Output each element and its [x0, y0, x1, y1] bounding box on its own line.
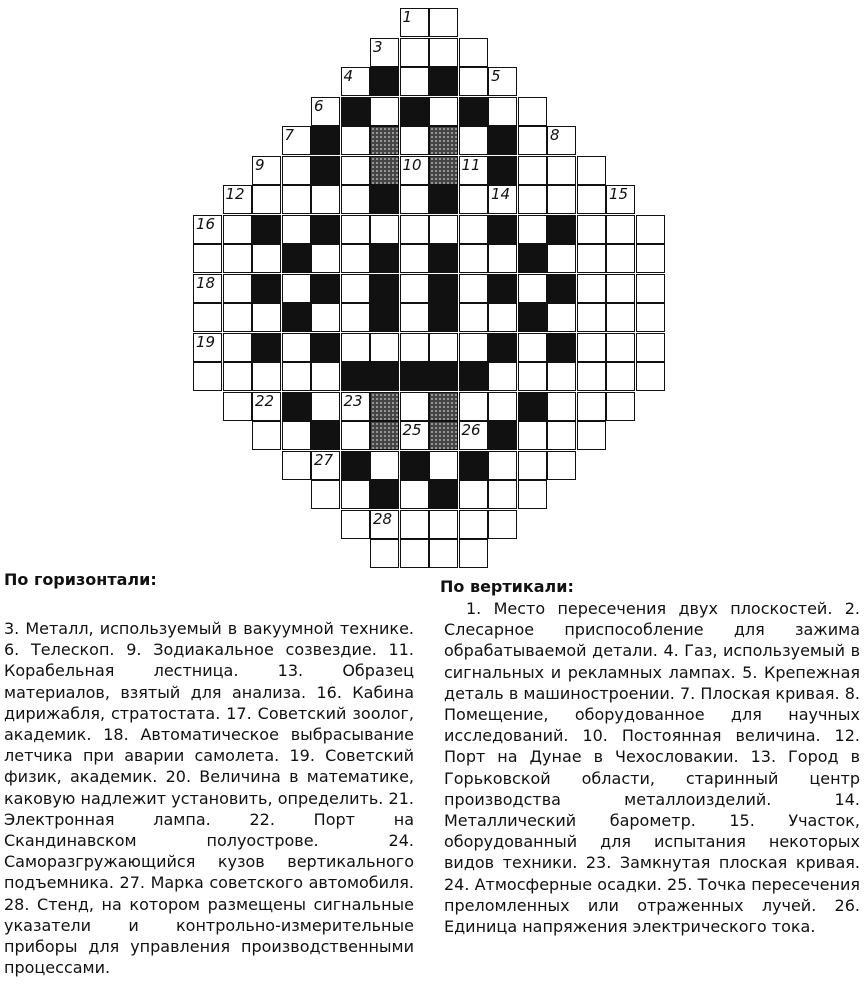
- grid-cell-white[interactable]: [488, 451, 517, 480]
- grid-cell-white[interactable]: [400, 274, 429, 303]
- grid-cell-white[interactable]: [341, 67, 370, 96]
- clue-number: 18: [196, 273, 216, 292]
- grid-cell-black: [429, 362, 458, 391]
- grid-cell-white[interactable]: [459, 67, 488, 96]
- grid-cell-white[interactable]: [636, 215, 665, 244]
- grid-cell-white[interactable]: [400, 126, 429, 155]
- grid-cell-black: [459, 451, 488, 480]
- clue-number: 21: [373, 362, 393, 380]
- grid-cell-white[interactable]: [252, 303, 281, 332]
- grid-cell-white[interactable]: [429, 510, 458, 539]
- grid-cell-black: [252, 215, 281, 244]
- grid-cell-white[interactable]: [341, 333, 370, 362]
- grid-cell-black: [370, 185, 399, 214]
- grid-cell-white[interactable]: [518, 451, 547, 480]
- grid-cell-white[interactable]: [252, 156, 281, 185]
- grid-cell-black: [429, 274, 458, 303]
- grid-cell-white[interactable]: [488, 480, 517, 509]
- grid-cell-white[interactable]: [370, 333, 399, 362]
- grid-cell-white[interactable]: [459, 215, 488, 244]
- grid-cell-black: [311, 156, 340, 185]
- grid-cell-white[interactable]: [459, 333, 488, 362]
- grid-cell-white[interactable]: [429, 451, 458, 480]
- grid-cell-white[interactable]: [488, 392, 517, 421]
- clue-number: 28: [373, 509, 393, 528]
- grid-cell-black: [547, 215, 576, 244]
- clue-number: 22: [255, 391, 275, 410]
- grid-cell-black: [252, 274, 281, 303]
- grid-cell-white[interactable]: [577, 392, 606, 421]
- grid-cell-black: [400, 362, 429, 391]
- grid-cell-white[interactable]: [577, 274, 606, 303]
- grid-cell-white[interactable]: [341, 392, 370, 421]
- grid-cell-black: [547, 333, 576, 362]
- grid-cell-white[interactable]: [193, 244, 222, 273]
- grid-cell-white[interactable]: [459, 421, 488, 450]
- grid-cell-white[interactable]: [311, 244, 340, 273]
- grid-cell-white[interactable]: [459, 156, 488, 185]
- grid-cell-white[interactable]: [577, 244, 606, 273]
- clue-number: 27: [314, 450, 334, 469]
- clue-number: 8: [550, 126, 560, 144]
- grid-cell-white[interactable]: [341, 480, 370, 509]
- clue-number: 11: [461, 155, 481, 174]
- grid-cell-white[interactable]: [400, 215, 429, 244]
- grid-cell-white[interactable]: [400, 392, 429, 421]
- grid-cell-white[interactable]: [370, 510, 399, 539]
- grid-cell-white[interactable]: [311, 392, 340, 421]
- clue-number: 17: [491, 214, 511, 233]
- grid-cell-hatch: [429, 421, 458, 450]
- grid-cell-white[interactable]: [400, 67, 429, 96]
- grid-cell-white[interactable]: [577, 303, 606, 332]
- grid-cell-white[interactable]: [223, 392, 252, 421]
- grid-cell-hatch: [370, 421, 399, 450]
- clue-number: 6: [314, 96, 324, 115]
- grid-cell-white[interactable]: [223, 333, 252, 362]
- grid-cell-black: [547, 274, 576, 303]
- grid-cell-white[interactable]: [311, 303, 340, 332]
- grid-cell-white[interactable]: [488, 185, 517, 214]
- grid-cell-white[interactable]: [518, 215, 547, 244]
- grid-cell-white[interactable]: [193, 215, 222, 244]
- clue-number: 15: [609, 185, 629, 203]
- grid-cell-white[interactable]: [341, 274, 370, 303]
- grid-cell-white[interactable]: [341, 156, 370, 185]
- grid-cell-white[interactable]: [311, 185, 340, 214]
- grid-cell-white[interactable]: [518, 156, 547, 185]
- grid-cell-white[interactable]: [341, 421, 370, 450]
- grid-cell-white[interactable]: [311, 480, 340, 509]
- grid-cell-white[interactable]: [577, 156, 606, 185]
- grid-cell-white[interactable]: [223, 274, 252, 303]
- grid-cell-black: [488, 333, 517, 362]
- grid-cell-white[interactable]: [459, 480, 488, 509]
- grid-cell-black: [370, 303, 399, 332]
- grid-cell-white[interactable]: [636, 362, 665, 391]
- grid-cell-black: [459, 362, 488, 391]
- grid-cell-black: [282, 244, 311, 273]
- grid-cell-black: [488, 274, 517, 303]
- grid-cell-black: [370, 67, 399, 96]
- grid-cell-white[interactable]: [636, 303, 665, 332]
- clue-number: 5: [491, 67, 501, 85]
- grid-cell-white[interactable]: [547, 244, 576, 273]
- grid-cell-white[interactable]: [429, 333, 458, 362]
- grid-cell-white[interactable]: [429, 38, 458, 67]
- grid-cell-black: [252, 333, 281, 362]
- grid-cell-white[interactable]: [282, 185, 311, 214]
- grid-cell-white[interactable]: [223, 303, 252, 332]
- grid-cell-white[interactable]: [606, 303, 635, 332]
- grid-cell-white[interactable]: [400, 185, 429, 214]
- grid-cell-white[interactable]: [341, 510, 370, 539]
- grid-cell-white[interactable]: [400, 539, 429, 568]
- grid-cell-black: [370, 362, 399, 391]
- grid-cell-black: [518, 303, 547, 332]
- grid-cell-white[interactable]: [636, 274, 665, 303]
- grid-cell-white[interactable]: [341, 244, 370, 273]
- grid-cell-white[interactable]: [223, 362, 252, 391]
- grid-cell-white[interactable]: [488, 67, 517, 96]
- grid-cell-white[interactable]: [429, 215, 458, 244]
- grid-cell-black: [429, 67, 458, 96]
- grid-cell-white[interactable]: [429, 97, 458, 126]
- grid-cell-white[interactable]: [252, 244, 281, 273]
- clue-number: 20: [491, 332, 511, 351]
- grid-cell-black: [488, 215, 517, 244]
- grid-cell-white[interactable]: [577, 185, 606, 214]
- grid-cell-black: [518, 244, 547, 273]
- grid-cell-white[interactable]: [223, 244, 252, 273]
- grid-cell-white[interactable]: [488, 303, 517, 332]
- grid-cell-white[interactable]: [488, 362, 517, 391]
- clue-number: 3: [373, 37, 383, 56]
- grid-cell-white[interactable]: [341, 215, 370, 244]
- clue-number: 9: [255, 155, 265, 174]
- grid-cell-white[interactable]: [311, 362, 340, 391]
- grid-cell-white[interactable]: [282, 274, 311, 303]
- grid-cell-white[interactable]: [341, 126, 370, 155]
- grid-cell-white[interactable]: [282, 362, 311, 391]
- grid-cell-black: [488, 156, 517, 185]
- grid-cell-white[interactable]: [459, 126, 488, 155]
- grid-cell-white[interactable]: [400, 510, 429, 539]
- grid-cell-black: [429, 185, 458, 214]
- grid-cell-white[interactable]: [606, 244, 635, 273]
- clue-number: 4: [343, 67, 354, 85]
- grid-cell-white[interactable]: [459, 244, 488, 273]
- grid-cell-black: [341, 451, 370, 480]
- grid-cell-white[interactable]: [547, 362, 576, 391]
- grid-cell-black: [429, 303, 458, 332]
- grid-cell-black: [459, 97, 488, 126]
- clue-number: 7: [284, 126, 295, 144]
- grid-cell-white[interactable]: [459, 392, 488, 421]
- grid-cell-white[interactable]: [488, 510, 517, 539]
- clue-number: 26: [461, 421, 481, 439]
- grid-cell-hatch: [429, 126, 458, 155]
- grid-cell-white[interactable]: [370, 539, 399, 568]
- grid-cell-black: [341, 97, 370, 126]
- grid-cell-white[interactable]: [459, 539, 488, 568]
- clue-number: 23: [343, 391, 363, 410]
- grid-cell-white[interactable]: [223, 215, 252, 244]
- grid-cell-white[interactable]: [193, 303, 222, 332]
- grid-cell-white[interactable]: [311, 97, 340, 126]
- grid-cell-white[interactable]: [370, 97, 399, 126]
- grid-cell-white[interactable]: [459, 38, 488, 67]
- grid-cell-white[interactable]: [518, 274, 547, 303]
- clue-number: 24: [520, 391, 540, 410]
- clue-number: 13: [373, 185, 393, 203]
- down-heading: По вертикали:: [440, 577, 574, 596]
- grid-cell-white[interactable]: [518, 97, 547, 126]
- grid-cell-white[interactable]: [311, 451, 340, 480]
- grid-cell-white[interactable]: [193, 274, 222, 303]
- grid-cell-white[interactable]: [252, 392, 281, 421]
- clue-number: 14: [491, 185, 511, 203]
- clue-number: 25: [402, 421, 422, 439]
- grid-cell-white[interactable]: [606, 185, 635, 214]
- grid-cell-white[interactable]: [488, 97, 517, 126]
- grid-cell-white[interactable]: [370, 215, 399, 244]
- down-clues: 1. Место пересечения двух плоскостей. 2. Слесарное приспособление для зажима обрабатываемой детали. 4. Газ, используемый в сигнальных и рекламных лампах. 5. Крепежная деталь в машиностроении. 7. Плоская кривая. 8. Помещение, оборудованное для научных исследований. 10. Постоянная величина. 12. Порт на Дунае в Чехословакии. 13. Город в Горьковской области, старинный центр производства металлоизделий. 14. Металлический барометр. 15. Участок, оборудованный для испытания некоторых видов техники. 23. Замкнутая плоская кривая. 24. Атмосферные осадки. 25. Точка пересечения преломленных или отраженных лучей. 26. Единица напряжения электрического тока.: [444, 599, 860, 937]
- grid-cell-white[interactable]: [547, 451, 576, 480]
- grid-cell-white[interactable]: [400, 480, 429, 509]
- grid-cell-white[interactable]: [282, 215, 311, 244]
- grid-cell-white[interactable]: [341, 185, 370, 214]
- grid-cell-white[interactable]: [193, 362, 222, 391]
- grid-cell-white[interactable]: [518, 126, 547, 155]
- grid-cell-white[interactable]: [429, 539, 458, 568]
- grid-cell-white[interactable]: [547, 392, 576, 421]
- grid-cell-white[interactable]: [459, 274, 488, 303]
- grid-cell-white[interactable]: [400, 303, 429, 332]
- grid-cell-white[interactable]: [577, 421, 606, 450]
- grid-cell-black: [488, 421, 517, 450]
- grid-cell-white[interactable]: [252, 421, 281, 450]
- grid-cell-white[interactable]: [459, 185, 488, 214]
- grid-cell-black: [311, 333, 340, 362]
- grid-cell-white[interactable]: [636, 244, 665, 273]
- grid-cell-white[interactable]: [193, 333, 222, 362]
- grid-cell-white[interactable]: [606, 333, 635, 362]
- grid-cell-white[interactable]: [252, 185, 281, 214]
- grid-cell-black: [488, 126, 517, 155]
- grid-cell-hatch: [370, 392, 399, 421]
- grid-cell-white[interactable]: [518, 480, 547, 509]
- grid-cell-white[interactable]: [547, 303, 576, 332]
- grid-cell-white[interactable]: [370, 451, 399, 480]
- grid-cell-white[interactable]: [547, 126, 576, 155]
- grid-cell-hatch: [370, 126, 399, 155]
- grid-cell-white[interactable]: [400, 244, 429, 273]
- clue-number: 10: [402, 155, 422, 174]
- grid-cell-black: [400, 97, 429, 126]
- grid-cell-white[interactable]: [252, 362, 281, 391]
- grid-cell-white[interactable]: [223, 185, 252, 214]
- across-clues: 3. Металл, используемый в вакуумной технике. 6. Телескоп. 9. Зодиакальное созвездие. 11. Корабельная лестница. 13. Образец материалов, взятый для анализа. 16. Кабина дирижабля, стратостата. 17. Советский зоолог, академик. 18. Автоматическое выбрасывание летчика при аварии самолета. 19. Советский физик, академик. 20. Величина в математике, каковую надлежит установить, определить. 21. Электронная лампа. 22. Порт на Скандинавском полуострове. 24. Саморазгружающийся кузов вертикального подъемника. 27. Марка советского автомобиля. 28. Стенд, на котором размещены сигнальные указатели и контрольно-измерительные приборы для управления производственными процессами.: [4, 619, 414, 978]
- clue-number: 1: [402, 8, 413, 26]
- grid-cell-white[interactable]: [459, 510, 488, 539]
- grid-cell-black: [429, 244, 458, 273]
- clue-number: 19: [196, 332, 216, 351]
- grid-cell-black: [311, 274, 340, 303]
- grid-cell-white[interactable]: [282, 451, 311, 480]
- grid-cell-white[interactable]: [518, 333, 547, 362]
- grid-cell-black: [311, 421, 340, 450]
- grid-cell-black: [311, 126, 340, 155]
- grid-cell-white[interactable]: [577, 215, 606, 244]
- clue-number: 16: [196, 214, 216, 233]
- grid-cell-white[interactable]: [400, 8, 429, 37]
- grid-cell-white[interactable]: [400, 421, 429, 450]
- grid-cell-black: [282, 392, 311, 421]
- grid-cell-white[interactable]: [282, 126, 311, 155]
- grid-cell-white[interactable]: [518, 421, 547, 450]
- grid-cell-white[interactable]: [370, 38, 399, 67]
- grid-cell-white[interactable]: [636, 333, 665, 362]
- grid-cell-hatch: [370, 156, 399, 185]
- grid-cell-white[interactable]: [459, 303, 488, 332]
- grid-cell-white[interactable]: [577, 362, 606, 391]
- grid-cell-white[interactable]: [606, 362, 635, 391]
- grid-cell-black: [370, 244, 399, 273]
- grid-cell-black: [370, 274, 399, 303]
- grid-cell-white[interactable]: [400, 156, 429, 185]
- grid-cell-white[interactable]: [341, 303, 370, 332]
- grid-cell-black: [341, 362, 370, 391]
- grid-cell-white[interactable]: [606, 215, 635, 244]
- across-heading: По горизонтали:: [4, 570, 157, 589]
- grid-cell-white[interactable]: [282, 421, 311, 450]
- grid-cell-white[interactable]: [400, 333, 429, 362]
- grid-cell-black: [518, 392, 547, 421]
- grid-cell-white[interactable]: [547, 156, 576, 185]
- grid-cell-black: [400, 451, 429, 480]
- grid-cell-white[interactable]: [429, 8, 458, 37]
- grid-cell-white[interactable]: [606, 274, 635, 303]
- grid-cell-white[interactable]: [400, 38, 429, 67]
- grid-cell-white[interactable]: [547, 421, 576, 450]
- grid-cell-black: [370, 480, 399, 509]
- grid-cell-white[interactable]: [282, 333, 311, 362]
- grid-cell-black: [282, 303, 311, 332]
- grid-cell-black: [311, 215, 340, 244]
- grid-cell-hatch: [429, 156, 458, 185]
- clue-number: 12: [225, 185, 245, 203]
- grid-cell-white[interactable]: [518, 185, 547, 214]
- grid-cell-white[interactable]: [518, 362, 547, 391]
- grid-cell-white[interactable]: [577, 333, 606, 362]
- grid-cell-white[interactable]: [488, 244, 517, 273]
- grid-cell-white[interactable]: [282, 156, 311, 185]
- grid-cell-hatch: [429, 392, 458, 421]
- grid-cell-black: [429, 480, 458, 509]
- grid-cell-white[interactable]: [547, 185, 576, 214]
- grid-cell-white[interactable]: [606, 392, 635, 421]
